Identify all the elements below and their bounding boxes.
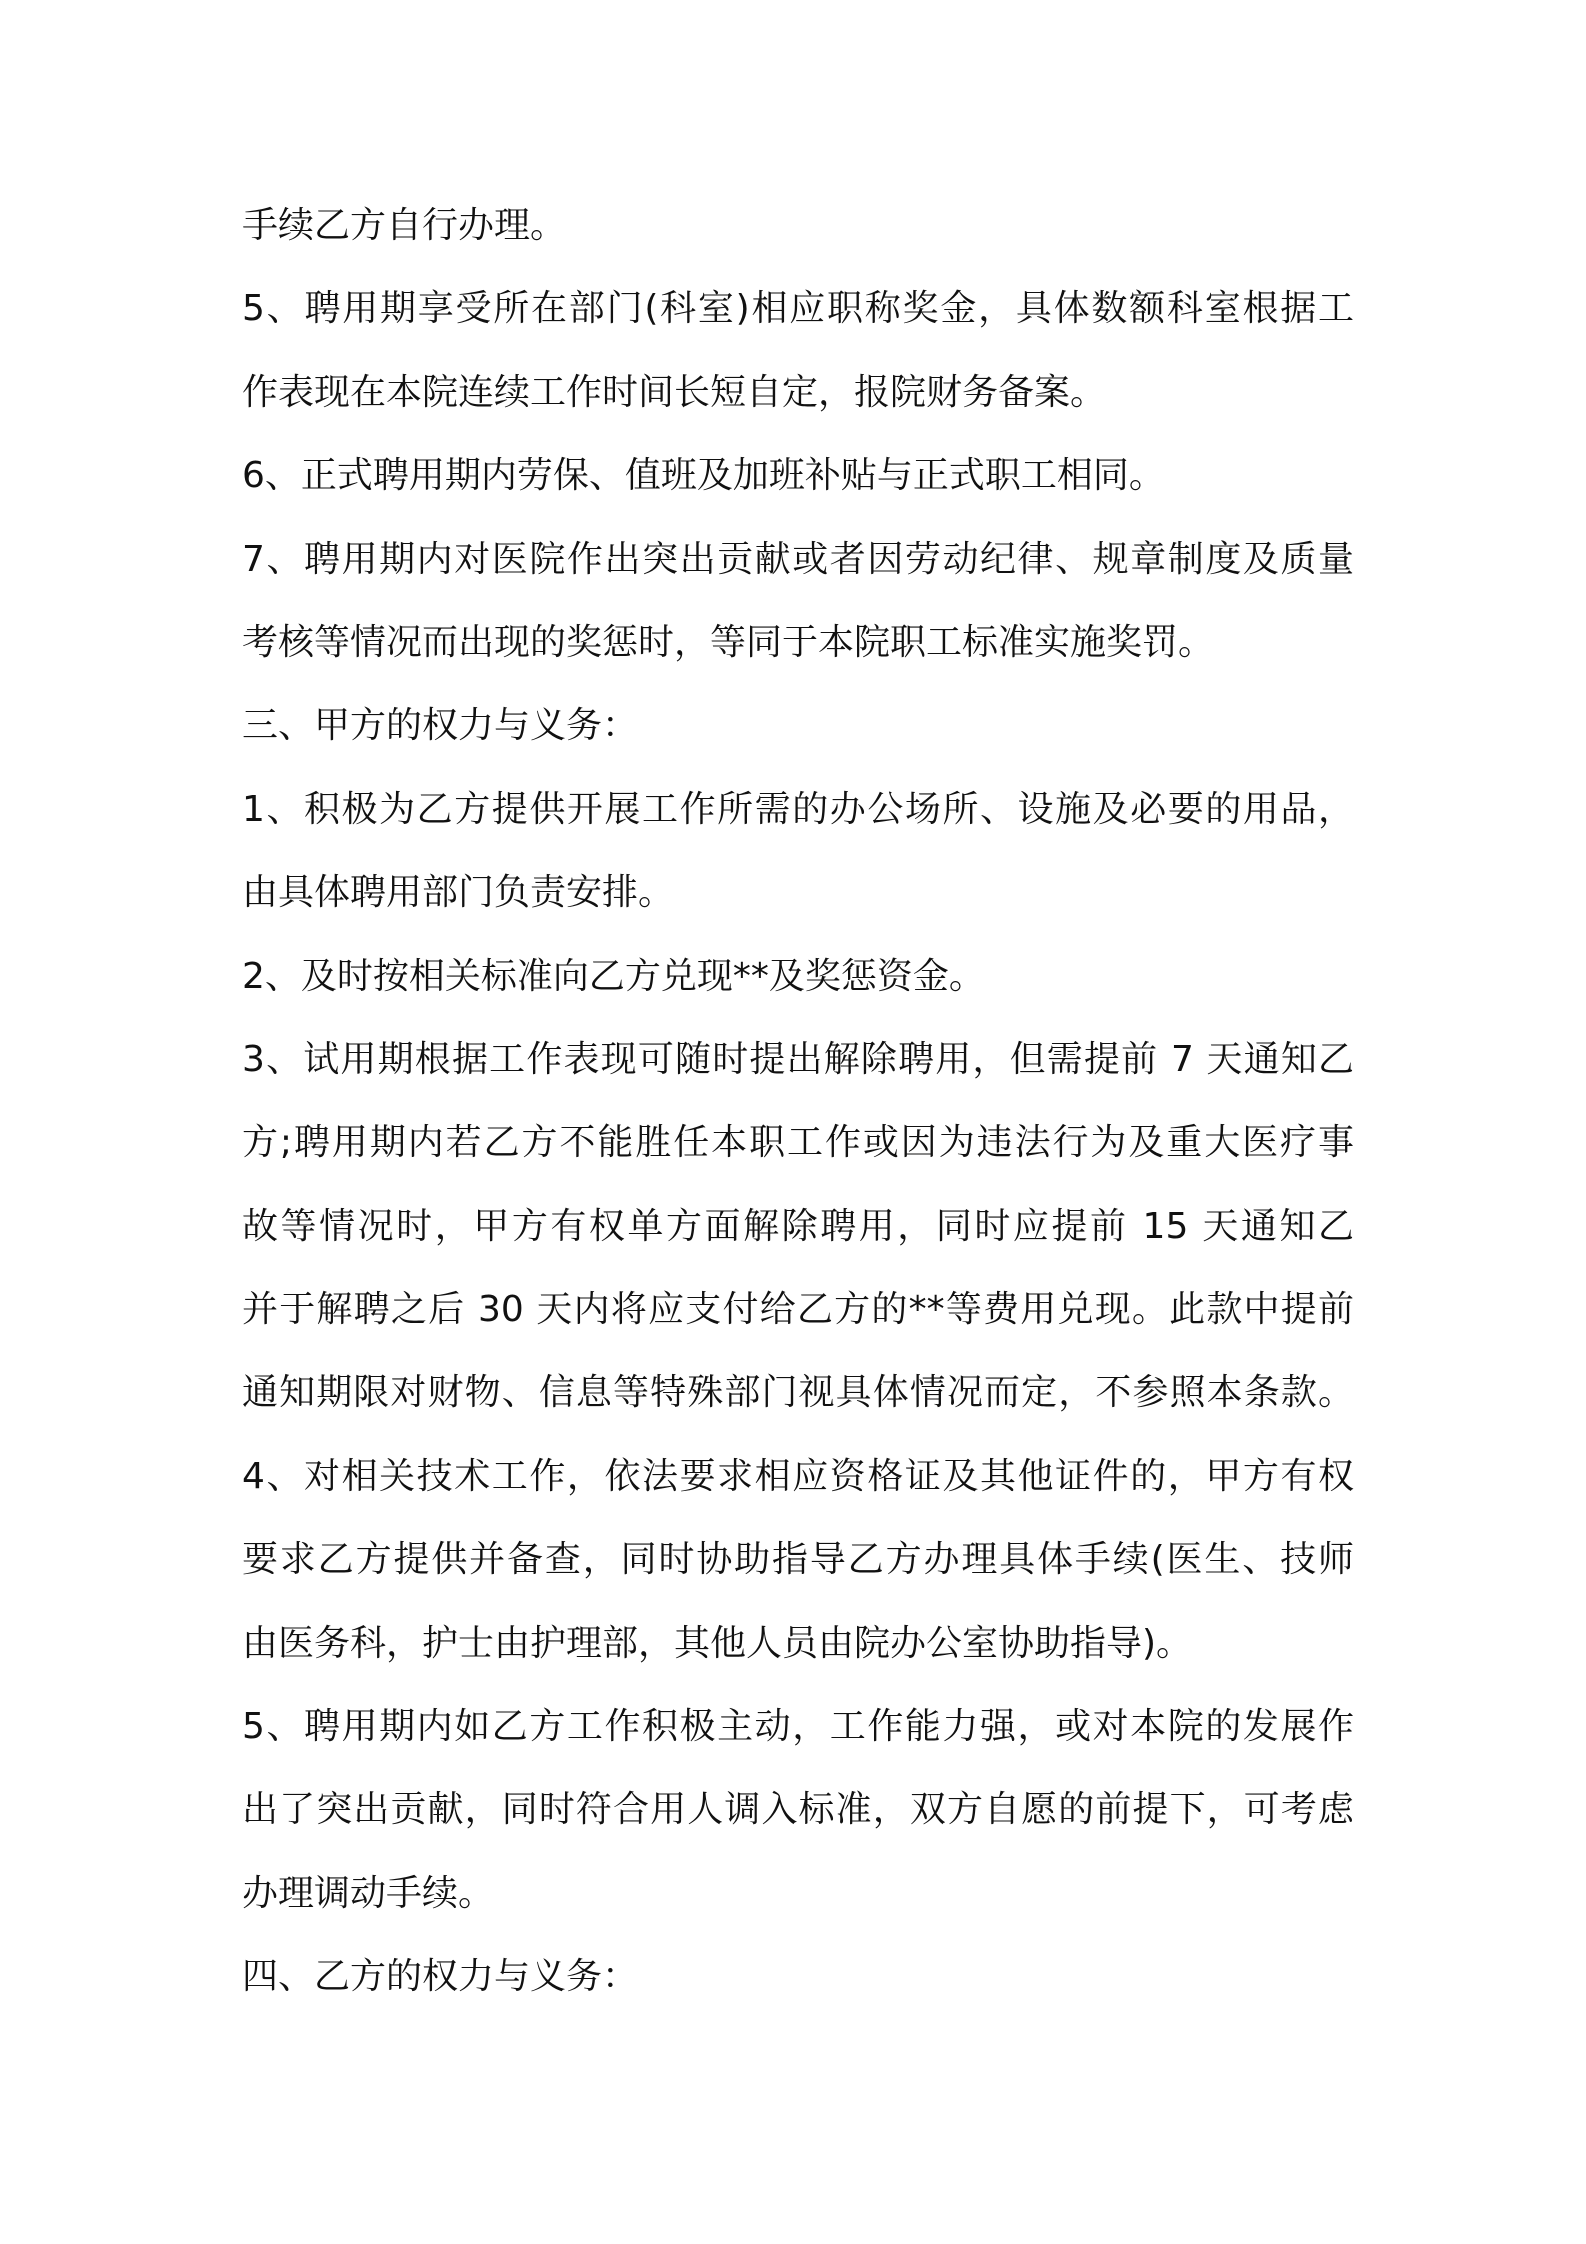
text-line: 5、聘用期享受所在部门(科室)相应职称奖金，具体数额科室根据工 (242, 288, 1354, 330)
text-line: 由医务科，护士由护理部，其他人员由院办公室协助指导)。 (242, 1622, 1193, 1664)
text-line: 并于解聘之后 30 天内将应支付给乙方的**等费用兑现。此款中提前 (242, 1289, 1354, 1331)
text-line: 通知期限对财物、信息等特殊部门视具体情况而定，不参照本条款。 (242, 1372, 1354, 1414)
section-heading: 四、乙方的权力与义务： (242, 1956, 639, 1998)
text-line: 4、对相关技术工作，依法要求相应资格证及其他证件的，甲方有权 (242, 1455, 1354, 1497)
text-line: 5、聘用期内如乙方工作积极主动，工作能力强，或对本院的发展作 (242, 1706, 1354, 1748)
text-line: 要求乙方提供并备查，同时协助指导乙方办理具体手续(医生、技师 (242, 1539, 1354, 1581)
text-line: 1、积极为乙方提供开展工作所需的办公场所、设施及必要的用品， (242, 788, 1354, 830)
text-line: 故等情况时，甲方有权单方面解除聘用，同时应提前 15 天通知乙 (242, 1205, 1354, 1247)
text-line: 6、正式聘用期内劳保、值班及加班补贴与正式职工相同。 (242, 455, 1165, 497)
section-heading: 三、甲方的权力与义务： (242, 705, 639, 747)
text-line: 2、及时按相关标准向乙方兑现**及奖惩资金。 (242, 955, 985, 997)
document-body (242, 184, 1354, 2019)
text-line: 考核等情况而出现的奖惩时，等同于本院职工标准实施奖罚。 (242, 621, 1215, 663)
text-line: 3、试用期根据工作表现可随时提出解除聘用，但需提前 7 天通知乙 (242, 1038, 1354, 1080)
text-line: 由具体聘用部门负责安排。 (242, 872, 675, 914)
text-line: 方;聘用期内若乙方不能胜任本职工作或因为违法行为及重大医疗事 (242, 1122, 1354, 1164)
text-line: 出了突出贡献，同时符合用人调入标准，双方自愿的前提下，可考虑 (242, 1789, 1354, 1831)
text-line: 7、聘用期内对医院作出突出贡献或者因劳动纪律、规章制度及质量 (242, 538, 1354, 580)
text-line: 办理调动手续。 (242, 1872, 495, 1914)
text-line: 作表现在本院连续工作时间长短自定，报院财务备案。 (242, 371, 1107, 413)
text-line: 手续乙方自行办理。 (242, 205, 567, 246)
